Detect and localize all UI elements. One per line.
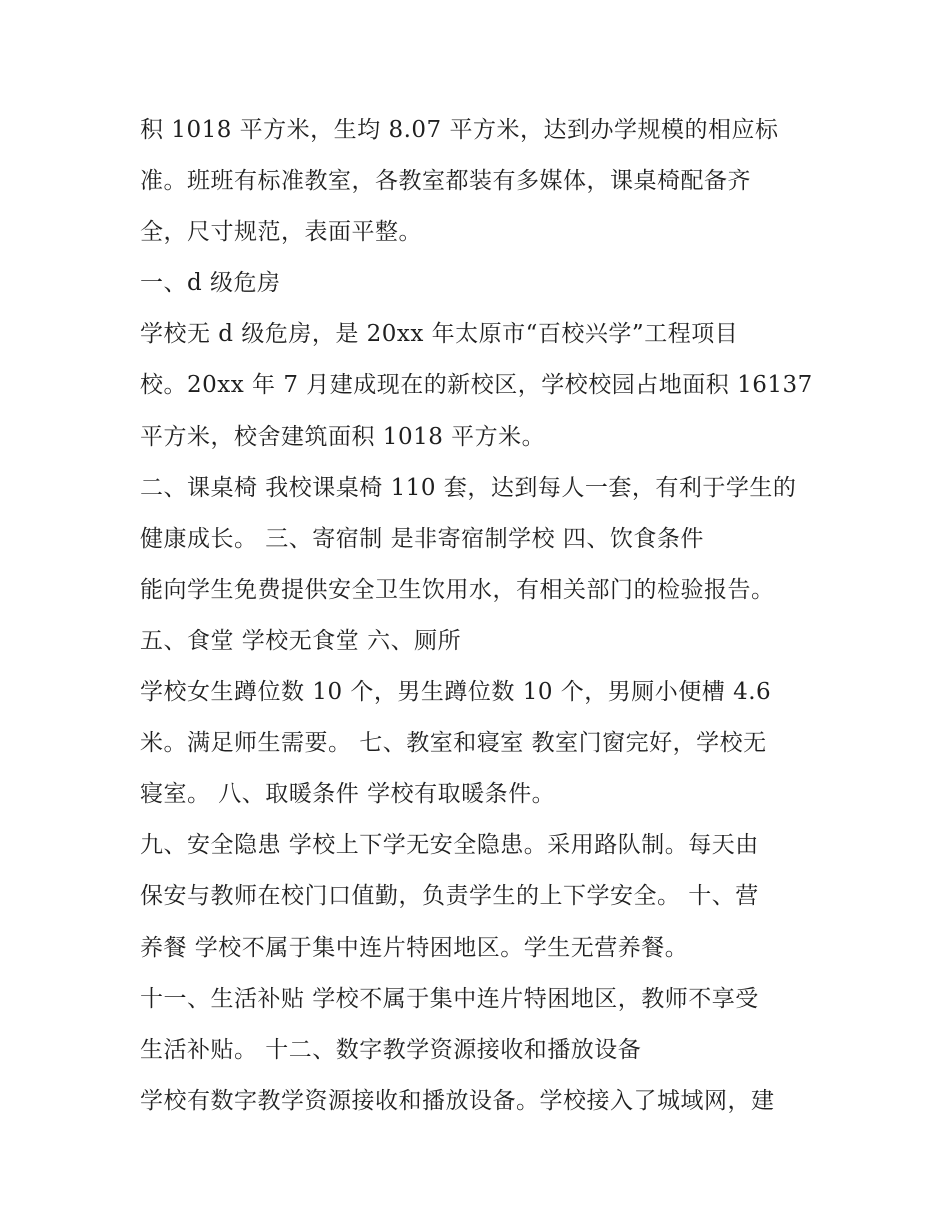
text-line: 五、食堂 学校无食堂 六、厕所 <box>140 627 462 654</box>
body-text <box>140 108 830 1130</box>
text-line: 健康成长。 三、寄宿制 是非寄宿制学校 四、饮食条件 <box>140 525 704 552</box>
text-line: 养餐 学校不属于集中连片特困地区。学生无营养餐。 <box>140 934 689 961</box>
section-heading: 一、d 级危房 <box>140 270 281 297</box>
text-line: 学校无 d 级危房，是 20xx 年太原市“百校兴学”工程项目 <box>140 321 739 348</box>
text-line: 校。20xx 年 7 月建成现在的新校区，学校校园占地面积 16137 <box>140 372 813 399</box>
text-line: 能向学生免费提供安全卫生饮用水，有相关部门的检验报告。 <box>140 576 775 603</box>
text-line: 平方米，校舍建筑面积 1018 平方米。 <box>140 423 546 450</box>
text-line: 生活补贴。 十二、数字教学资源接收和播放设备 <box>140 1036 642 1063</box>
text-line: 二、课桌椅 我校课桌椅 110 套，达到每人一套，有利于学生的 <box>140 474 797 501</box>
text-line: 保安与教师在校门口值勤，负责学生的上下学安全。 十、营 <box>140 883 759 910</box>
text-line: 学校女生蹲位数 10 个，男生蹲位数 10 个，男厕小便槽 4.6 <box>140 679 772 706</box>
text-line: 十一、生活补贴 学校不属于集中连片特困地区，教师不享受 <box>140 985 759 1012</box>
text-line: 米。满足师生需要。 七、教室和寝室 教室门窗完好，学校无 <box>140 730 767 757</box>
text-line: 九、安全隐患 学校上下学无安全隐患。采用路队制。每天由 <box>140 832 759 859</box>
text-line: 学校有数字教学资源接收和播放设备。学校接入了城域网，建 <box>140 1087 775 1114</box>
text-line: 准。班班有标准教室，各教室都装有多媒体，课桌椅配备齐 <box>140 168 751 195</box>
text-line: 寝室。 八、取暖条件 学校有取暖条件。 <box>140 781 556 808</box>
text-line: 全，尺寸规范，表面平整。 <box>140 219 422 246</box>
text-line: 积 1018 平方米，生均 8.07 平方米，达到办学规模的相应标 <box>140 117 779 143</box>
